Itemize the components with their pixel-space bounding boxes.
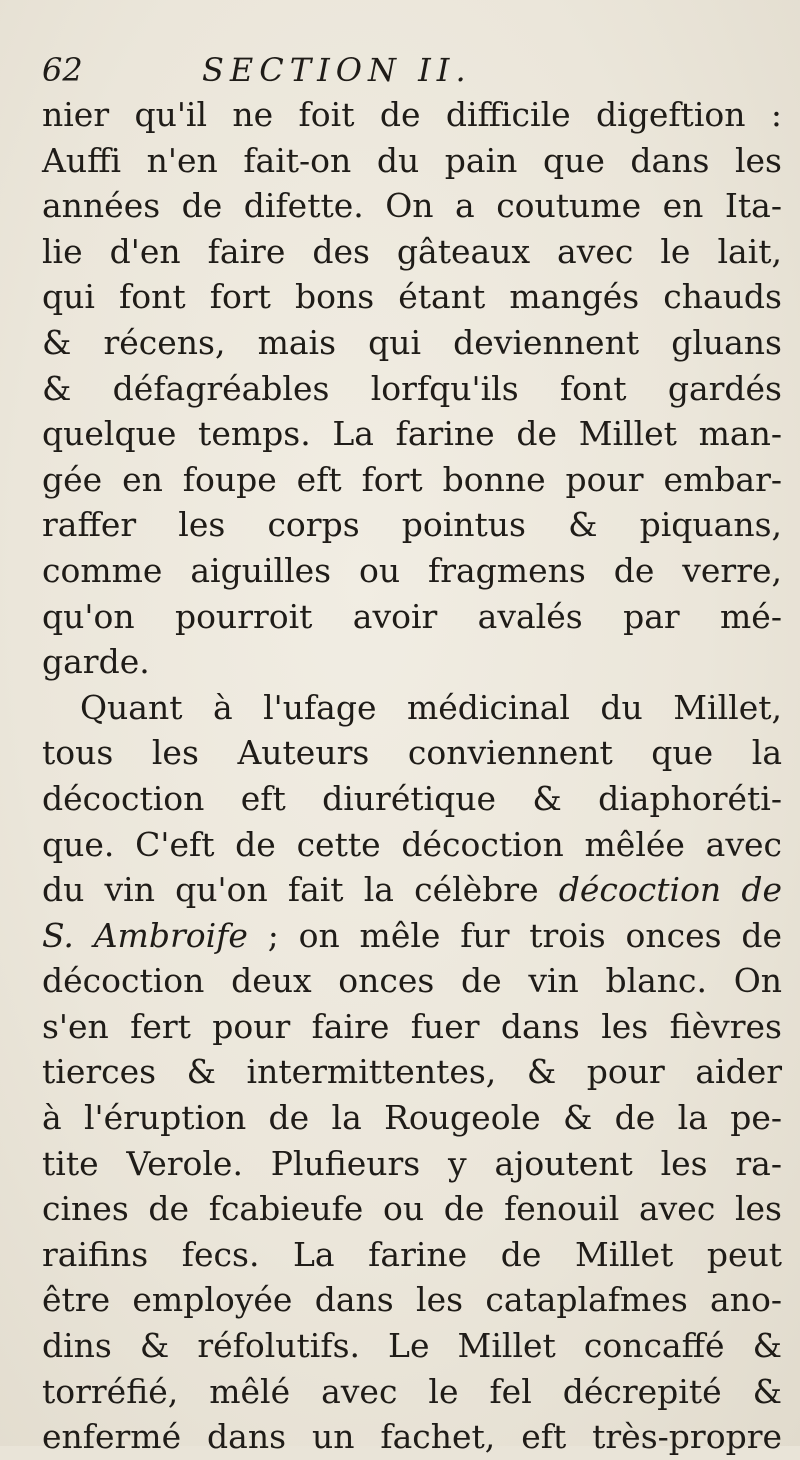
body-text [42, 92, 782, 1460]
text-line: quelque temps. La farine de Millet man- [42, 414, 782, 454]
text-line: garde. [42, 642, 150, 682]
text-line: torréfié, mêlé avec le fel décrepité & [42, 1371, 782, 1411]
section-title: SECTION II. [202, 51, 472, 89]
text-line: années de difette. On a coutume en Ita- [42, 186, 782, 226]
text-line: comme aiguilles ou fragmens de verre, [42, 550, 782, 590]
text-line: nier qu'il ne foit de difficile digeftion : [42, 95, 782, 134]
text-line: qu'on pourroit avoir avalés par mé- [42, 596, 782, 636]
text-line [42, 867, 782, 913]
italic-title: décoction de [558, 870, 782, 910]
text-line: & défagréables lorfqu'ils font gardés [42, 368, 782, 408]
text-line: être employée dans les cataplafmes ano- [42, 1280, 782, 1320]
page-text [42, 48, 782, 1460]
text-line [42, 913, 782, 959]
text-line: enfermé dans un fachet, eft très-propre [42, 1417, 782, 1457]
page-number: 62 [42, 51, 83, 89]
text-line: dins & réfolutifs. Le Millet concaffé & [42, 1326, 782, 1366]
text-line: raffer les corps pointus & piquans, [42, 505, 782, 545]
text-line: s'en fert pour faire fuer dans les fièvres [42, 1006, 782, 1046]
text-line: tous les Auteurs conviennent que la [42, 733, 782, 773]
text-line: décoction deux onces de vin blanc. On [42, 961, 782, 1001]
text-line: tite Verole. Plufieurs y ajoutent les ra- [42, 1143, 782, 1183]
running-head [42, 48, 782, 92]
text-line: & récens, mais qui deviennent gluans [42, 322, 782, 362]
text-line: Auffi n'en fait-on du pain que dans les [42, 140, 782, 180]
text-line: tierces & intermittentes, & pour aider [42, 1052, 782, 1092]
text-span: ; on mêle fur trois onces de [247, 915, 782, 955]
text-line: cines de fcabieufe ou de fenouil avec les [42, 1189, 782, 1229]
text-line: que. C'eft de cette décoction mêlée avec [42, 824, 782, 864]
text-line: décoction eft diurétique & diaphoréti- [42, 778, 782, 818]
paragraph-start-line: Quant à l'ufage médicinal du Millet, [80, 687, 782, 727]
text-line: raifins fecs. La farine de Millet peut [42, 1234, 782, 1274]
text-line: gée en foupe eft fort bonne pour embar- [42, 459, 782, 499]
text-line: qui font fort bons étant mangés chauds [42, 277, 782, 317]
text-span: du vin qu'on fait la célèbre [42, 870, 559, 910]
text-line: lie d'en faire des gâteaux avec le lait, [42, 231, 782, 271]
text-line: à l'éruption de la Rougeole & de la pe- [42, 1098, 782, 1138]
italic-title: S. Ambroife [42, 915, 248, 955]
